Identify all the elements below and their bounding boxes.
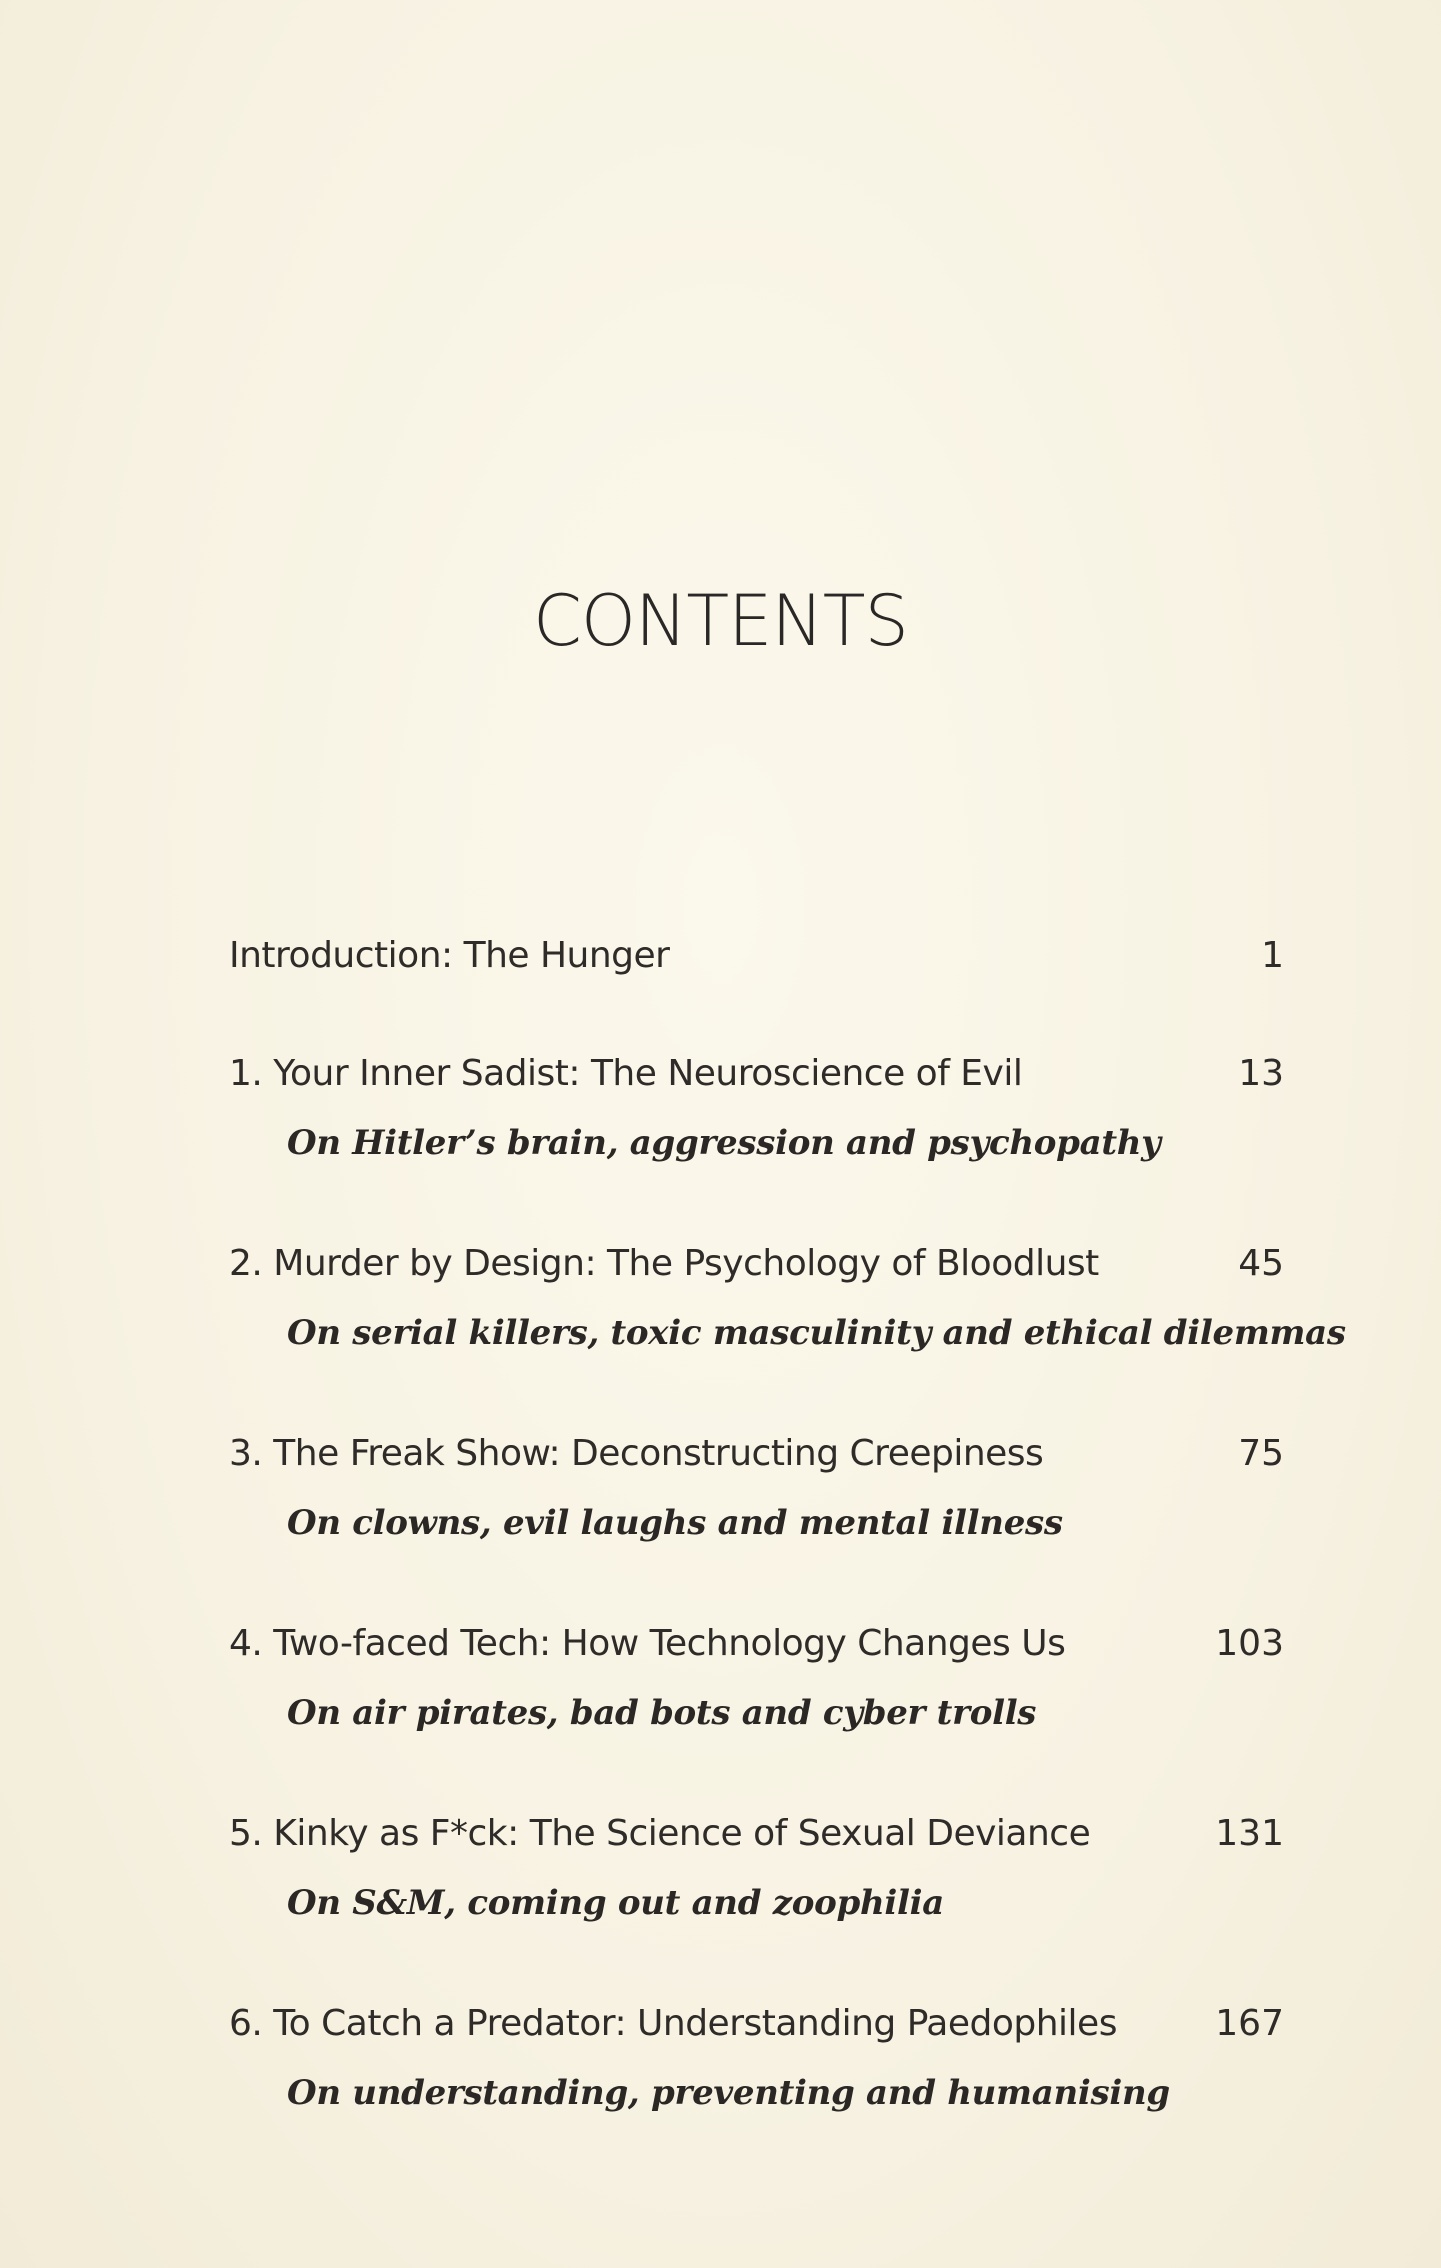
toc-entry-line xyxy=(229,1053,1284,1111)
toc-entry-title: 5. Kinky as F*ck: The Science of Sexual Deviance xyxy=(229,1813,1091,1854)
toc-entry-subtitle: On Hitler’s brain, aggression and psychopathy xyxy=(287,1123,1161,1163)
toc-entry-subtitle: On air pirates, bad bots and cyber trolls xyxy=(287,1693,1037,1733)
toc-entry-page-number: 45 xyxy=(1238,1243,1284,1284)
toc-entry-chapter-5[interactable] xyxy=(229,1813,1284,1923)
toc-entry-title: Introduction: The Hunger xyxy=(229,935,670,976)
toc-entry-introduction[interactable] xyxy=(229,935,1284,993)
toc-entry-line xyxy=(229,2003,1284,2061)
toc-entry-page-number: 131 xyxy=(1215,1813,1284,1854)
toc-entry-line xyxy=(229,1623,1284,1681)
toc-entry-page-number: 13 xyxy=(1238,1053,1284,1094)
toc-entry-subtitle: On clowns, evil laughs and mental illness xyxy=(287,1503,1063,1543)
toc-entry-line xyxy=(229,935,1284,993)
toc-entry-title: 1. Your Inner Sadist: The Neuroscience of Evil xyxy=(229,1053,1023,1094)
toc-entry-page-number: 103 xyxy=(1215,1623,1284,1664)
toc-entry-title: 2. Murder by Design: The Psychology of Bloodlust xyxy=(229,1243,1099,1284)
toc-entry-chapter-1[interactable] xyxy=(229,1053,1284,1163)
toc-entry-line xyxy=(229,1433,1284,1491)
toc-entry-chapter-3[interactable] xyxy=(229,1433,1284,1543)
toc-entry-chapter-4[interactable] xyxy=(229,1623,1284,1733)
toc-entry-chapter-6[interactable] xyxy=(229,2003,1284,2113)
toc-entry-subtitle: On S&M, coming out and zoophilia xyxy=(287,1883,944,1923)
toc-entry-line xyxy=(229,1813,1284,1871)
toc-entry-subtitle: On serial killers, toxic masculinity and ethical dilemmas xyxy=(287,1313,1346,1353)
toc-entry-page-number: 75 xyxy=(1238,1433,1284,1474)
contents-heading: CONTENTS xyxy=(533,580,908,662)
toc-entry-page-number: 1 xyxy=(1261,935,1284,976)
toc-entry-line xyxy=(229,1243,1284,1301)
toc-entry-subtitle: On understanding, preventing and humanising xyxy=(287,2073,1170,2113)
toc-entry-title: 3. The Freak Show: Deconstructing Creepiness xyxy=(229,1433,1044,1474)
toc-entry-title: 4. Two-faced Tech: How Technology Changes Us xyxy=(229,1623,1066,1664)
toc-entry-page-number: 167 xyxy=(1215,2003,1284,2044)
toc-entry-title: 6. To Catch a Predator: Understanding Paedophiles xyxy=(229,2003,1117,2044)
toc-entry-chapter-2[interactable] xyxy=(229,1243,1346,1353)
